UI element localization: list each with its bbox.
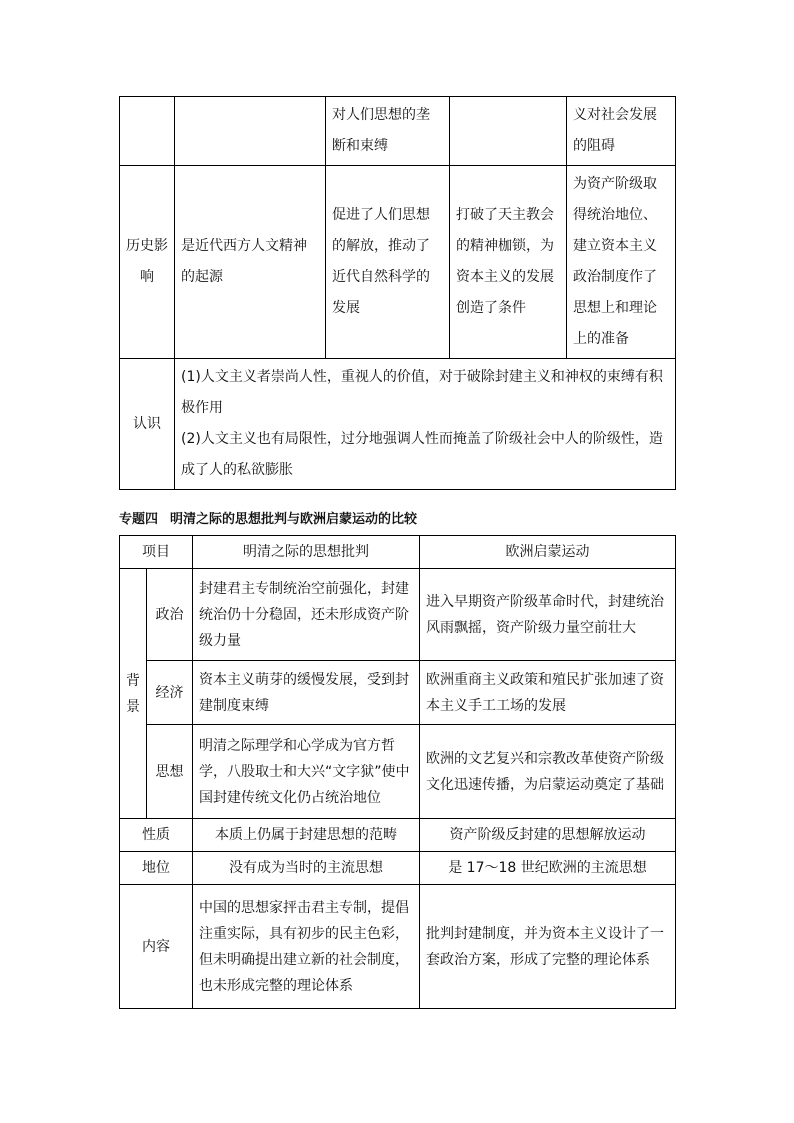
table-cell: 对人们思想的垄断和束缚 <box>326 97 450 166</box>
table-row <box>120 661 676 725</box>
row-label: 内容 <box>120 885 193 1009</box>
row-label: 政治 <box>147 569 193 661</box>
row-label: 思想 <box>147 725 193 819</box>
label-char: 景 <box>126 698 140 715</box>
row-label: 性质 <box>120 819 193 852</box>
table-row <box>120 885 676 1009</box>
row-label: 历史影响 <box>120 166 175 359</box>
table-cell: 是 17～18 世纪欧洲的主流思想 <box>420 852 676 885</box>
table-cell <box>450 97 567 166</box>
row-label: 经济 <box>147 661 193 725</box>
table-cell: 是近代西方人文精神的起源 <box>175 166 326 359</box>
table-cell: 封建君主专制统治空前强化，封建统治仍十分稳固，还未形成资产阶级力量 <box>193 569 420 661</box>
paragraph: (2)人文主义也有局限性，过分地强调人性而掩盖了阶级社会中人的阶级性，造成了人的私欲膨胀 <box>181 431 663 478</box>
section-title: 明清之际的思想批判与欧洲启蒙运动的比较 <box>170 512 418 527</box>
table-cell: 进入早期资产阶级革命时代，封建统治风雨飘摇，资产阶级力量空前壮大 <box>420 569 676 661</box>
table-cell: 中国的思想家抨击君主专制，提倡注重实际，具有初步的民主色彩，但未明确提出建立新的社会制度，也未形成完整的理论体系 <box>193 885 420 1009</box>
table-cell <box>175 97 326 166</box>
table-cell: 资产阶级反封建的思想解放运动 <box>420 819 676 852</box>
header-cell: 项目 <box>120 536 193 569</box>
table-row <box>120 852 676 885</box>
table-row <box>120 359 676 490</box>
table-row <box>120 725 676 819</box>
table-row <box>120 819 676 852</box>
table-cell: 没有成为当时的主流思想 <box>193 852 420 885</box>
row-label: 地位 <box>120 852 193 885</box>
section-number: 专题四 <box>119 512 159 527</box>
paragraph: (1)人文主义者崇尚人性，重视人的价值，对于破除封建主义和神权的束缚有积极作用 <box>181 369 663 416</box>
table-cell: 批判封建制度，并为资本主义设计了一套政治方案，形成了完整的理论体系 <box>420 885 676 1009</box>
table-row <box>120 569 676 661</box>
label-char: 背 <box>126 672 140 689</box>
table-cell: 为资产阶级取得统治地位、建立资本主义政治制度作了思想上和理论上的准备 <box>567 166 676 359</box>
table-cell: 本质上仍属于封建思想的范畴 <box>193 819 420 852</box>
comparison-table-continued <box>119 96 676 490</box>
header-cell: 欧洲启蒙运动 <box>420 536 676 569</box>
table-cell: 欧洲重商主义政策和殖民扩张加速了资本主义手工工场的发展 <box>420 661 676 725</box>
table-cell: 明清之际理学和心学成为官方哲学，八股取士和大兴“文字狱”使中国封建传统文化仍占统治地位 <box>193 725 420 819</box>
row-label: 认识 <box>120 359 175 490</box>
comparison-table <box>119 535 676 1009</box>
header-cell: 明清之际的思想批判 <box>193 536 420 569</box>
table-cell: 欧洲的文艺复兴和宗教改革使资产阶级文化迅速传播，为启蒙运动奠定了基础 <box>420 725 676 819</box>
table-cell: 义对社会发展的阻碍 <box>567 97 676 166</box>
table-row <box>120 166 676 359</box>
table-cell <box>120 97 175 166</box>
table-header-row <box>120 536 676 569</box>
row-group-label <box>120 569 147 819</box>
table-cell: 促进了人们思想的解放，推动了近代自然科学的发展 <box>326 166 450 359</box>
table-row <box>120 97 676 166</box>
table-cell: 打破了天主教会的精神枷锁，为资本主义的发展创造了条件 <box>450 166 567 359</box>
section-heading <box>119 510 417 530</box>
table-cell: 资本主义萌芽的缓慢发展，受到封建制度束缚 <box>193 661 420 725</box>
table-cell <box>175 359 676 490</box>
